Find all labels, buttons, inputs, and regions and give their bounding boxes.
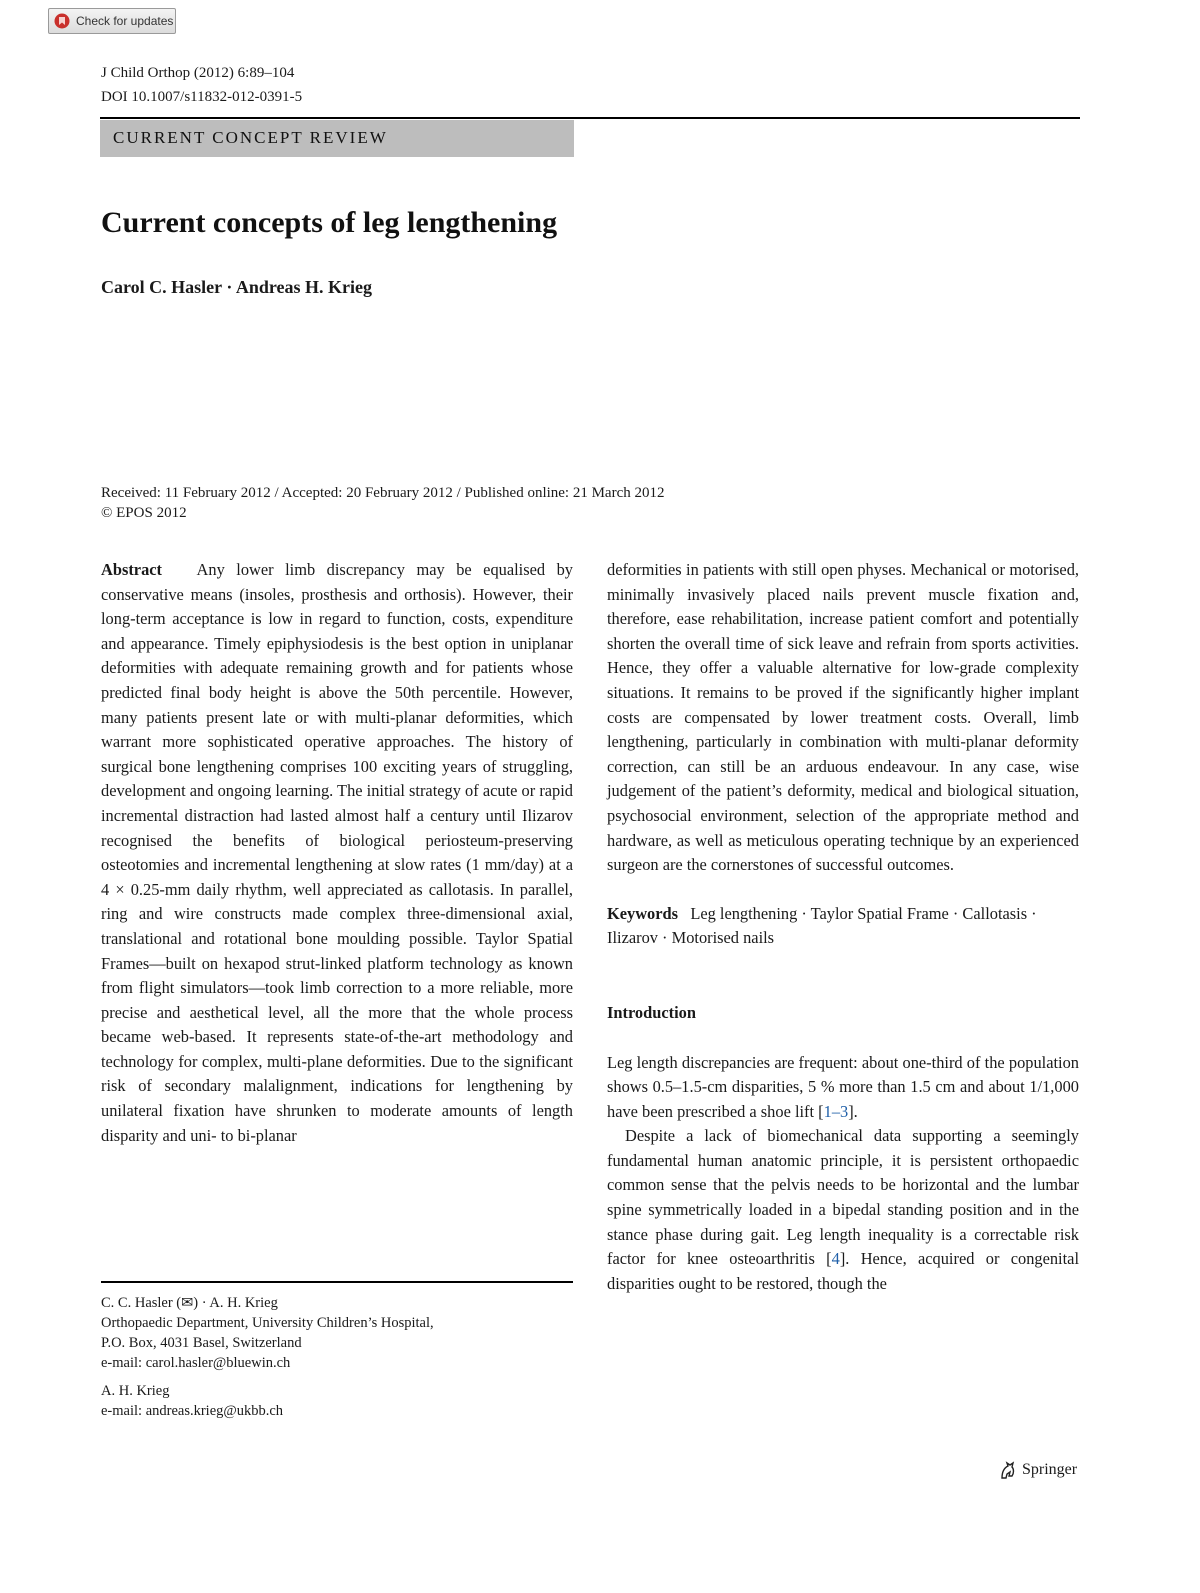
publication-dates: Received: 11 February 2012 / Accepted: 20 February 2012 / Published online: 21 March 2012	[101, 485, 665, 501]
address: P.O. Box, 4031 Basel, Switzerland	[101, 1335, 302, 1351]
copyright: © EPOS 2012	[101, 505, 187, 521]
article-title: Current concepts of leg lengthening	[101, 206, 558, 239]
intro-p1-end: ].	[848, 1101, 858, 1121]
publisher-name: Springer	[1022, 1461, 1078, 1478]
intro-p2-text: Despite a lack of biomechanical data supporting a seemingly fundamental human anatomic principle, it is persistent orthopaedic common sense that the pelvis needs to be horizontal and the lumbar spine symmetrically loaded in a bipedal standing position and in the stance phase during gait. Leg length inequality is a correctable risk factor for knee osteoarthritis [	[607, 1126, 1079, 1269]
category-banner	[100, 120, 574, 157]
crossmark-icon	[54, 13, 70, 29]
category-label: CURRENT CONCEPT REVIEW	[113, 128, 388, 147]
citation-link-1-3[interactable]: 1–3	[823, 1101, 849, 1121]
check-for-updates-button[interactable]	[48, 8, 176, 34]
publisher-logo	[998, 1460, 1077, 1480]
affiliation-block	[101, 1293, 573, 1421]
introduction-heading: Introduction	[607, 1002, 696, 1022]
keywords-text: Leg lengthening · Taylor Spatial Frame · Callotasis · Ilizarov · Motorised nails	[607, 903, 1037, 948]
department: Orthopaedic Department, University Children’s Hospital,	[101, 1315, 434, 1331]
keywords-label: Keywords	[607, 903, 679, 923]
left-column	[101, 558, 573, 1148]
article-dates	[101, 483, 665, 523]
email-hasler[interactable]: e-mail: carol.hasler@bluewin.ch	[101, 1355, 291, 1371]
abstract-label: Abstract	[101, 560, 162, 579]
right-column	[607, 558, 1079, 1296]
journal-doi[interactable]: DOI 10.1007/s11832-012-0391-5	[101, 89, 303, 105]
intro-p2-end: ]. Hence, acquired or congenital disparities ought to be restored, though the	[607, 1249, 1079, 1293]
intro-paragraph-1	[607, 1051, 1079, 1125]
header-rule	[100, 117, 1080, 119]
journal-citation: J Child Orthop (2012) 6:89–104	[101, 65, 295, 81]
abstract-continued: deformities in patients with still open physes. Mechanical or motorised, minimally invasively placed nails prevent muscle fixation and, therefore, ease rehabilitation, increase patient comfort and potentially shorten the overall time of sick leave and refrain from sports activities. Hence, they offer a valuable alternative for low-grade complexity situations. It remains to be proved if the significantly higher implant costs are compensated by lower treatment costs. Overall, limb lengthening, particularly in combination with multi-planar deformity correction, can still be an arduous endeavour. In any case, wise judgement of the patient’s deformity, medical and biological situation, psychosocial environment, selection of the appropriate method and hardware, as well as meticulous operating technique by an experienced surgeon are the cornerstones of successful outcomes.	[607, 560, 1079, 875]
keywords-paragraph	[607, 902, 1079, 951]
intro-p1-text: Leg length discrepancies are frequent: about one-third of the population shows 0.5–1.5-cm disparities, 5 % more than 1.5 cm and about 1/1,000 have been prescribed a shoe lift [	[607, 1052, 1079, 1121]
intro-paragraph-2	[607, 1124, 1079, 1296]
affiliation-rule	[101, 1281, 573, 1283]
second-author: A. H. Krieg	[101, 1383, 170, 1399]
article-authors: Carol C. Hasler · Andreas H. Krieg	[101, 277, 372, 297]
email-krieg[interactable]: e-mail: andreas.krieg@ukbb.ch	[101, 1403, 284, 1419]
corresponding-authors: C. C. Hasler (✉) · A. H. Krieg	[101, 1295, 278, 1311]
abstract-text-left: Any lower limb discrepancy may be equalised by conservative means (insoles, prosthesis and orthosis). However, their long-term acceptance is low in regard to function, costs, expenditure and appearance. Timely epiphysiodesis is the best option in uniplanar deformities with adequate remaining growth and for patients whose predicted final body height is above the 50th percentile. However, many patients present late or with multi-planar deformities, which warrant more sophisticated operative approaches. The history of surgical bone lengthening comprises 100 exciting years of struggling, development and ongoing learning. The initial strategy of acute or rapid incremental distraction had lasted almost half a century until Ilizarov recognised the benefits of biological periosteum-preserving osteotomies and incremental lengthening at slow rates (1 mm/day) at a 4 × 0.25-mm daily rhythm, well appreciated as callotasis. In parallel, ring and wire constructs made complex three-dimensional axial, translational and rotational bone moulding possible. Taylor Spatial Frames—built on hexapod strut-linked platform technology as known from flight simulators—took limb correction to a more reliable, more precise and aesthetical level, all the more that the whole process became web-based. It represents state-of-the-art methodology and technology for complex, multi-plane deformities. Due to the significant risk of secondary malalignment, indications for lengthening by unilateral fixation have shrunken to moderate amounts of length disparity and uni- to bi-planar	[101, 560, 573, 1145]
citation-link-4[interactable]: 4	[831, 1249, 840, 1269]
springer-horse-icon	[998, 1460, 1018, 1480]
abstract-paragraph	[101, 558, 573, 1148]
check-for-updates-label: Check for updates	[76, 14, 174, 28]
